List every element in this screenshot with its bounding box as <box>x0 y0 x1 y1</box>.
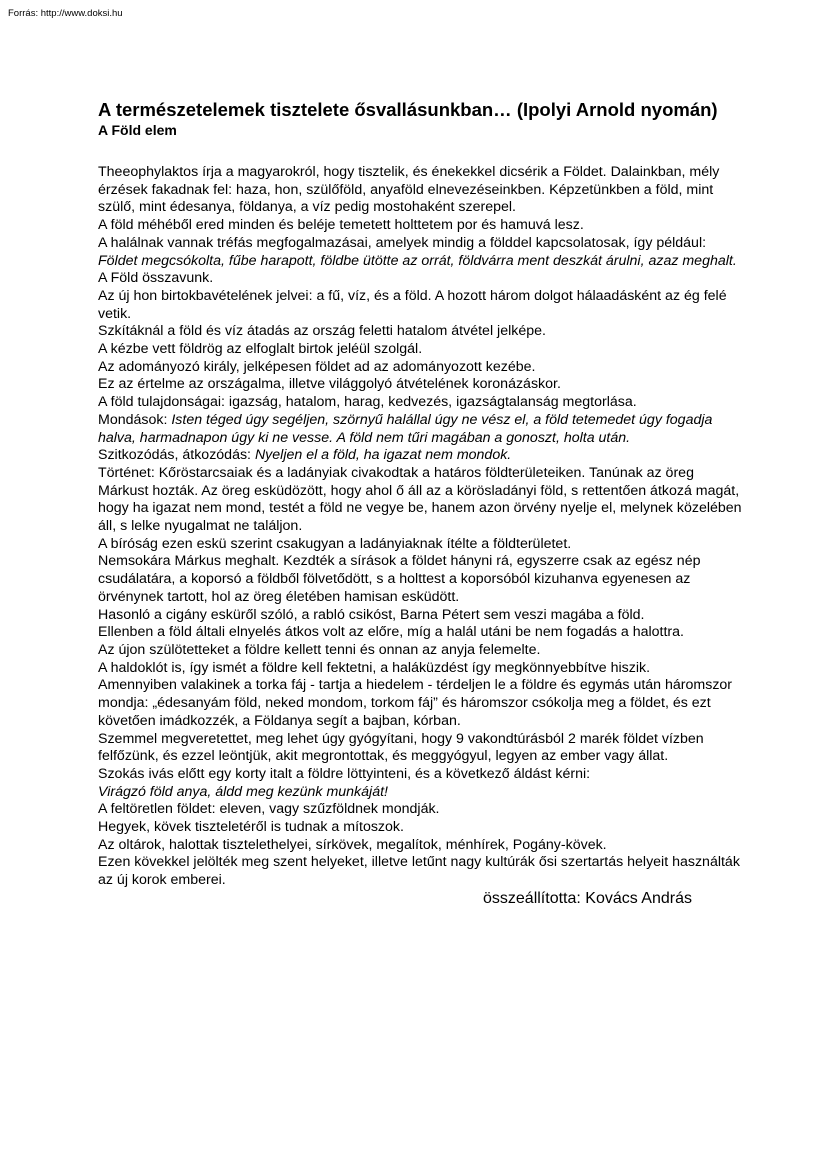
paragraph <box>98 164 743 217</box>
paragraph <box>98 660 743 678</box>
paragraph-text: Ezen kövekkel jelölték meg szent helyeket, illetve letűnt nagy kultúrák ősi szertartás helyeit használták az új korok emberei. <box>98 854 740 889</box>
paragraph <box>98 784 743 802</box>
signature: összeállította: Kovács András <box>483 889 692 907</box>
paragraph <box>98 288 743 323</box>
paragraph <box>98 854 743 889</box>
paragraph-text: Mondások: <box>98 411 172 428</box>
paragraph <box>98 677 743 730</box>
paragraph <box>98 819 743 837</box>
document-subtitle: A Föld elem <box>98 122 177 138</box>
document-body <box>98 98 743 908</box>
paragraph-text: Szkítáknál a föld és víz átadás az ország feletti hatalom átvétel jelképe. <box>98 323 546 340</box>
paragraph-text: Történet: Kőröstarcsaiak és a ladányiak civakodtak a határos földterületeiken. Tanúnak az öreg Márkust hozták. Az öreg esküdözött, hogy ahol ő áll az a körösladányi föld, s rettentően átkozá magát, hogy ha igazat nem mond, testét a föld ne vegye be, hanem azon örvény nyelje el, melynek közelében áll, s lelke nyugalmat ne találjon. <box>98 464 742 535</box>
paragraph-italic-text: Isten téged úgy segéljen, szörnyű halállal úgy ne vész el, a föld tetemedet úgy fogadja halva, harmadnapon úgy ki ne vesse. A föld nem tűri magában a gonoszt, holta után. <box>98 411 713 446</box>
paragraph <box>98 536 743 554</box>
paragraph-text: A föld tulajdonságai: igazság, hatalom, harag, kedvezés, igazságtalanság megtorlása. <box>98 394 637 411</box>
paragraph-text: Szitkozódás, átkozódás: <box>98 447 255 464</box>
paragraph-text: Ez az értelme az országalma, illetve világgolyó átvételének koronázáskor. <box>98 376 561 393</box>
paragraph-text: Az oltárok, halottak tisztelethelyei, sírkövek, megalítok, ménhírek, Pogány-kövek. <box>98 836 607 853</box>
paragraph <box>98 412 743 447</box>
paragraph <box>98 837 743 855</box>
paragraph-text: A feltöretlen földet: eleven, vagy szűzföldnek mondják. <box>98 801 440 818</box>
paragraph-list <box>98 164 743 890</box>
paragraph-text: Ellenben a föld általi elnyelés átkos volt az előre, míg a halál utáni be nem fogadás a halottra. <box>98 624 684 641</box>
paragraph-text: A haldoklót is, így ismét a földre kell fektetni, a haláküzdést így megkönnyebbítve hiszik. <box>98 659 651 676</box>
paragraph-text: Nemsokára Márkus meghalt. Kezdték a sírások a földet hányni rá, egyszerre csak az egész nép csudálatára, a koporsó a földből fölvetődött, s a holttest a koporsóból kizuhanva egyenesen az örvénynek tartott, hol az öreg életében hamisan esküdött. <box>98 553 701 605</box>
paragraph <box>98 217 743 235</box>
paragraph <box>98 801 743 819</box>
paragraph <box>98 553 743 606</box>
paragraph <box>98 341 743 359</box>
paragraph <box>98 642 743 660</box>
paragraph <box>98 270 743 288</box>
paragraph-text: A bíróság ezen eskü szerint csakugyan a ladányiaknak ítélte a földterületet. <box>98 535 572 552</box>
paragraph <box>98 731 743 766</box>
paragraph-text: Az újon szülötetteket a földre kellett tenni és onnan az anyja felemelte. <box>98 641 541 658</box>
paragraph-text: A Föld összavunk. <box>98 270 214 287</box>
paragraph-text: Hegyek, kövek tiszteletéről is tudnak a mítoszok. <box>98 819 404 836</box>
paragraph-text: A föld méhéből ered minden és beléje temetett holttetem por és hamuvá lesz. <box>98 217 584 234</box>
paragraph-text: Szemmel megveretettet, meg lehet úgy gyógyítani, hogy 9 vakondtúrásból 2 marék földet vízben felfőzünk, és ezzel leöntjük, akit megrontottak, és meggyógyul, legyen az ember vagy állat. <box>98 730 704 765</box>
paragraph <box>98 394 743 412</box>
paragraph <box>98 447 743 465</box>
paragraph <box>98 607 743 625</box>
source-note: Forrás: http://www.doksi.hu <box>8 8 123 19</box>
paragraph <box>98 376 743 394</box>
paragraph-text: Az új hon birtokbavételének jelvei: a fű, víz, és a föld. A hozott három dolgot hálaadásként az ég felé vetik. <box>98 287 727 322</box>
paragraph-italic-text: Nyeljen el a föld, ha igazat nem mondok. <box>254 447 512 464</box>
document-title: A természetelemek tisztelete ősvallásunkban… (Ipolyi Arnold nyomán) <box>98 99 718 120</box>
paragraph <box>98 359 743 377</box>
paragraph-text: A kézbe vett földrög az elfoglalt birtok jeléül szolgál. <box>98 341 423 358</box>
paragraph-italic-text: Virágzó föld anya, áldd meg kezünk munkáját! <box>98 783 388 800</box>
paragraph-text: Szokás ivás előtt egy korty italt a földre löttyinteni, és a következő áldást kérni: <box>98 765 591 782</box>
paragraph-text: Theeophylaktos írja a magyarokról, hogy tisztelik, és énekekkel dicsérik a Földet. Dalainkban, mély érzések fakadnak fel: haza, hon, szülőföld, anyaföld elnevezéseinkben. Képzetünkben a föld, mint szülő, mint édesanya, földanya, a víz pedig mostohaként szerepel. <box>98 164 720 216</box>
paragraph <box>98 235 743 270</box>
paragraph-text: A halálnak vannak tréfás megfogalmazásai, amelyek mindig a földdel kapcsolatosak, így például: <box>98 234 707 251</box>
paragraph <box>98 766 743 784</box>
paragraph-italic-text: Földet megcsókolta, fűbe harapott, földbe ütötte az orrát, földvárra ment deszkát árulni, azaz meghalt. <box>98 252 737 269</box>
paragraph <box>98 624 743 642</box>
paragraph-text: Hasonló a cigány esküről szóló, a rabló csikóst, Barna Pétert sem veszi magába a föld. <box>98 606 645 623</box>
paragraph <box>98 465 743 536</box>
paragraph-text: Amennyiben valakinek a torka fáj - tartja a hiedelem - térdeljen le a földre és egymás után háromszor mondja: „édesanyám föld, neked mondom, torkom fáj” és háromszor csókolja meg a földet, és ezt követően imádkozzék, a Földanya segít a bajban, kórban. <box>98 677 733 729</box>
paragraph <box>98 323 743 341</box>
paragraph-text: Az adományozó király, jelképesen földet ad az adományozott kezébe. <box>98 358 536 375</box>
